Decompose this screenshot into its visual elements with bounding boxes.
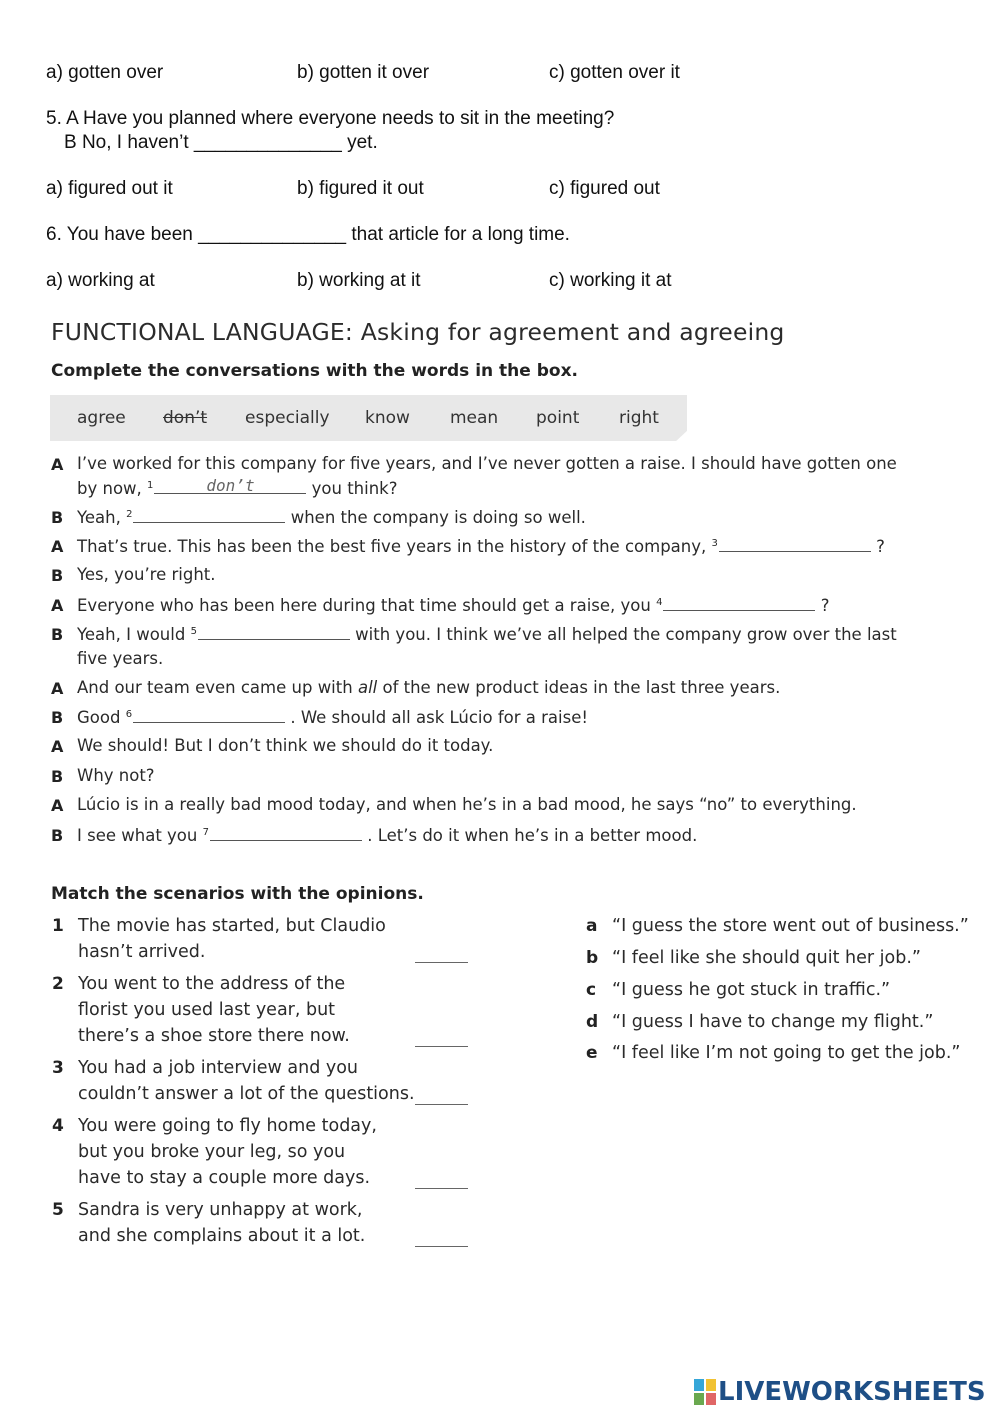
scenario-number: 1 (52, 916, 64, 936)
opinion-c: “I guess he got stuck in traffic.” (612, 980, 891, 1000)
scenario-number: 5 (52, 1200, 64, 1220)
speaker-label: A (51, 737, 64, 756)
q5-option-c: c) figured out (549, 178, 660, 199)
word-point: point (536, 408, 580, 428)
q5-line2: B No, I haven’t ______________ yet. (64, 132, 378, 153)
q5-line1: 5. A Have you planned where everyone needs to sit in the meeting? (46, 108, 615, 129)
liveworksheets-logo (694, 1376, 986, 1408)
answer-blank-4[interactable] (415, 1188, 468, 1189)
blank-6[interactable] (133, 707, 285, 723)
opinion-letter: b (586, 948, 599, 968)
instruction-complete: Complete the conversations with the words in the box. (51, 361, 578, 381)
conversation-line-3: That’s true. This has been the best five years in the history of the company, $^3$ ? (77, 537, 885, 556)
answer-blank-3[interactable] (415, 1104, 468, 1105)
conversation-line-6b: five years. (77, 649, 164, 668)
conversation-line-2: Yeah, $^2$ when the company is doing so well. (77, 508, 586, 527)
q6-option-b: b) working at it (297, 270, 421, 291)
speaker-label: A (51, 796, 64, 815)
opinion-letter: c (586, 980, 597, 1000)
section-heading: FUNCTIONAL LANGUAGE: Asking for agreement and agreeing (51, 318, 785, 346)
speaker-label: B (51, 508, 64, 527)
speaker-label: A (51, 596, 64, 615)
conversation-line-12: I see what you $^7$ . Let’s do it when he’s in a better mood. (77, 826, 698, 845)
speaker-label: B (51, 767, 64, 786)
speaker-label: B (51, 708, 64, 727)
opinion-letter: e (586, 1043, 598, 1063)
blank-5[interactable] (198, 624, 350, 640)
q5-option-b: b) figured it out (297, 178, 424, 199)
word-know: know (365, 408, 410, 428)
q5-option-a: a) figured out it (46, 178, 173, 199)
speaker-label: A (51, 679, 64, 698)
scenario-3: You had a job interview and you couldn’t answer a lot of the questions. (78, 1058, 415, 1104)
word-especially: especially (245, 408, 330, 428)
conversation-line-4: Yes, you’re right. (77, 565, 216, 584)
answer-blank-5[interactable] (415, 1246, 468, 1247)
conversation-line-9: We should! But I don’t think we should do it today. (77, 736, 494, 755)
q4-option-b: b) gotten it over (297, 62, 430, 83)
blank-4[interactable] (663, 595, 815, 611)
blank-7[interactable] (210, 825, 362, 841)
scenario-2: You went to the address of the florist you used last year, but there’s a shoe store there now. (78, 974, 350, 1046)
scenario-number: 4 (52, 1116, 64, 1136)
blank-1[interactable] (154, 478, 306, 494)
q6-line: 6. You have been ______________ that article for a long time. (46, 224, 570, 245)
scenario-5: Sandra is very unhappy at work, and she complains about it a lot. (78, 1200, 366, 1246)
opinion-e: “I feel like I’m not going to get the job.” (612, 1043, 961, 1063)
opinion-a: “I guess the store went out of business.” (612, 916, 969, 936)
opinion-b: “I feel like she should quit her job.” (612, 948, 921, 968)
speaker-label: B (51, 625, 64, 644)
conversation-line-7: And our team even came up with all of the new product ideas in the last three years. (77, 678, 781, 697)
scenario-1: The movie has started, but Claudio hasn’t arrived. (78, 916, 386, 962)
opinion-letter: d (586, 1012, 599, 1032)
scenario-number: 2 (52, 974, 64, 994)
q4-option-c: c) gotten over it (549, 62, 680, 83)
logo-icon (694, 1379, 716, 1405)
answer-blank-1[interactable] (415, 962, 468, 963)
conversation-line-6a: Yeah, I would $^5$ with you. I think we’ve all helped the company grow over the last (77, 625, 897, 644)
word-mean: mean (450, 408, 499, 428)
answer-blank-2[interactable] (415, 1046, 468, 1047)
conversation-line-10: Why not? (77, 766, 155, 785)
q6-option-a: a) working at (46, 270, 155, 291)
logo-text: LIVEWORKSHEETS (718, 1377, 986, 1407)
conversation-line-1a: I’ve worked for this company for five years, and I’ve never gotten a raise. I should have gotten one (77, 454, 897, 473)
opinion-d: “I guess I have to change my flight.” (612, 1012, 934, 1032)
instruction-match: Match the scenarios with the opinions. (51, 884, 424, 904)
word-agree: agree (77, 408, 126, 428)
speaker-label: B (51, 566, 64, 585)
scenario-4: You were going to fly home today, but you broke your leg, so you have to stay a couple more days. (78, 1116, 377, 1188)
word-dont-struck: don’t (163, 408, 208, 428)
scenario-number: 3 (52, 1058, 64, 1078)
conversation-line-11: Lúcio is in a really bad mood today, and when he’s in a bad mood, he says “no” to everything. (77, 795, 857, 814)
speaker-label: A (51, 455, 64, 474)
conversation-line-5: Everyone who has been here during that time should get a raise, you $^4$ ? (77, 596, 830, 615)
blank-1-answer: don’t (206, 476, 255, 495)
speaker-label: A (51, 537, 64, 556)
blank-2[interactable] (133, 507, 285, 523)
word-right: right (619, 408, 659, 428)
blank-3[interactable] (719, 536, 871, 552)
conversation-line-1b: by now, $^1$ don’t you think? (77, 476, 398, 498)
opinion-letter: a (586, 916, 598, 936)
q4-option-a: a) gotten over (46, 62, 164, 83)
q6-option-c: c) working it at (549, 270, 672, 291)
speaker-label: B (51, 826, 64, 845)
conversation-line-8: Good $^6$ . We should all ask Lúcio for a raise! (77, 708, 588, 727)
